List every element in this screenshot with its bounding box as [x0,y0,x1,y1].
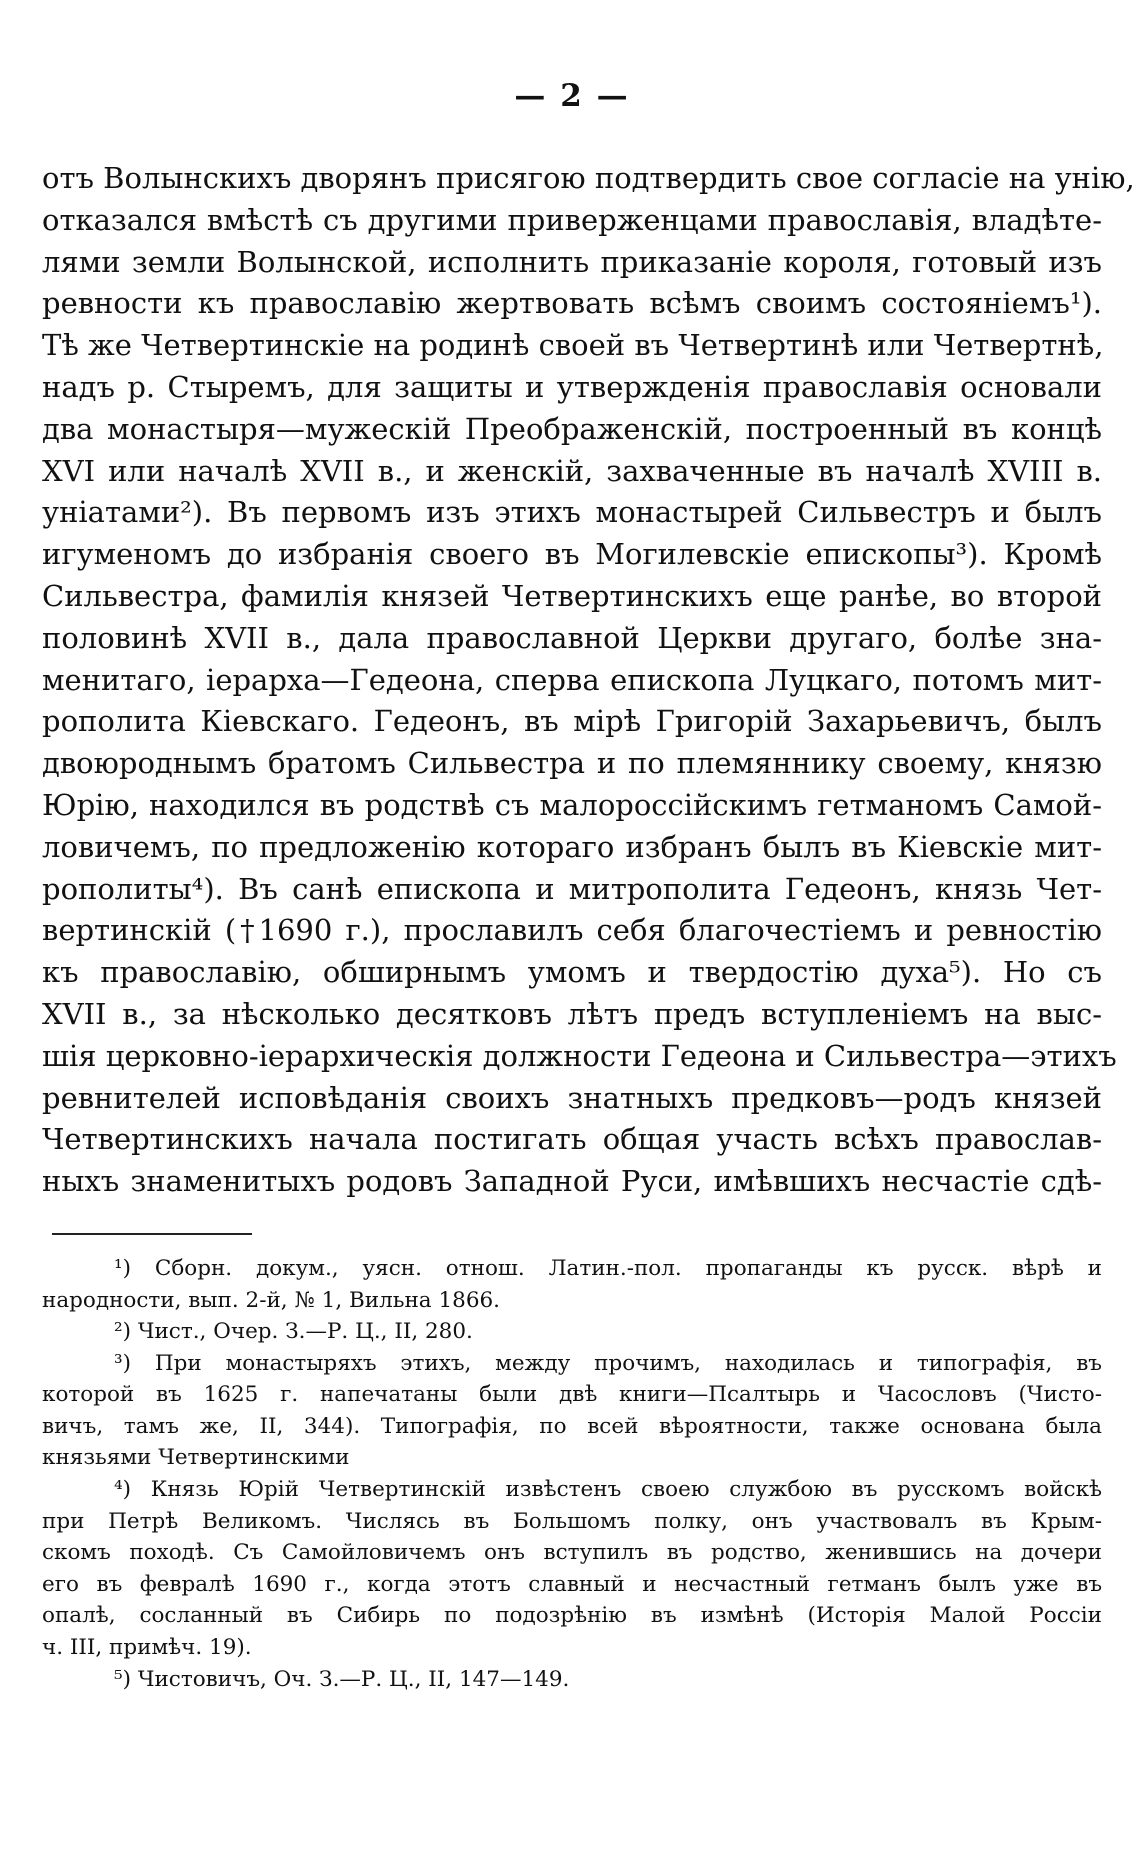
footnote-line: его въ февралѣ 1690 г., когда этотъ славный и несчастный гетманъ былъ уже въ [42,1571,1102,1597]
text-line: игуменомъ до избранія своего въ Могилевскіе епископы³). Кромѣ [42,537,1102,572]
text-line: ныхъ знаменитыхъ родовъ Западной Руси, имѣвшихъ несчастіе сдѣ- [42,1164,1102,1199]
text-line: менитаго, іерарха—Гедеона, сперва епископа Луцкаго, потомъ мит- [42,662,1102,697]
footnote-line: князьями Четвертинскими [42,1445,350,1471]
text-line: отъ Волынскихъ дворянъ присягою подтвердить свое согласіе на унію, [42,161,1135,195]
main-body-text [42,158,1135,1203]
text-line: ревнителей исповѣданія своихъ знатныхъ предковъ—родъ князей [42,1080,1102,1115]
page-number: — 2 — [514,78,630,114]
text-line: отказался вмѣстѣ съ другими приверженцами православія, владѣте- [42,202,1102,237]
text-line: два монастыря—мужескій Преображенскій, построенный въ концѣ [42,411,1102,446]
text-line: половинѣ XVII в., дала православной Церкви другаго, болѣе зна- [42,620,1102,655]
text-line: Сильвестра, фамилія князей Четвертинскихъ еще ранѣе, во второй [42,578,1102,613]
footnote-line: ²) Чист., Очер. З.—Р. Ц., II, 280. [114,1319,473,1345]
footnote-line: вичъ, тамъ же, II, 344). Типографія, по всей вѣроятности, также основана была [42,1413,1102,1439]
footnote-line: ¹) Сборн. докум., уясн. отнош. Латин.-пол. пропаганды къ русск. вѣрѣ и [114,1255,1102,1281]
text-line: двоюроднымъ братомъ Сильвестра и по племяннику своему, князю [42,746,1102,781]
footnote-line: ⁴) Князь Юрій Четвертинскій извѣстенъ своею службою въ русскомъ войскѣ [114,1477,1102,1503]
text-line: лями земли Волынской, исполнить приказаніе короля, готовый изъ [42,244,1102,279]
text-line: уніатами²). Въ первомъ изъ этихъ монастырей Сильвестръ и былъ [42,495,1102,530]
footnote-line: ч. III, примѣч. 19). [42,1635,252,1661]
text-line: надъ р. Стыремъ, для защиты и утвержденія православія основали [42,369,1102,404]
footnote-line: скомъ походѣ. Съ Самойловичемъ онъ вступилъ въ родство, женившись на дочери [42,1540,1102,1566]
footnote-line: которой въ 1625 г. напечатаны были двѣ книги—Псалтырь и Часословъ (Чисто- [42,1382,1102,1408]
text-line: рополиты⁴). Въ санѣ епископа и митрополита Гедеонъ, князь Чет- [42,871,1102,906]
text-line: шія церковно-іерархическія должности Гедеона и Сильвестра—этихъ [42,1038,1117,1073]
footnote-line: народности, вып. 2-й, № 1, Вильна 1866. [42,1287,501,1313]
text-line: рополита Кіевскаго. Гедеонъ, въ мірѣ Григорій Захарьевичъ, былъ [42,704,1102,739]
text-line: ловичемъ, по предложенію котораго избранъ былъ въ Кіевскіе мит- [42,829,1102,864]
text-line: къ православію, обширнымъ умомъ и твердостію духа⁵). Но съ [42,955,1102,990]
footnotes [42,1253,1102,1695]
text-line: Четвертинскихъ начала постигать общая участь всѣхъ православ- [42,1122,1102,1157]
footnote-line: ³) При монастыряхъ этихъ, между прочимъ, находилась и типографія, въ [114,1350,1102,1376]
text-line: Юрію, находился въ родствѣ съ малороссійскимъ гетманомъ Самой- [42,787,1102,822]
footnote-line: ⁵) Чистовичъ, Оч. З.—Р. Ц., II, 147—149. [114,1666,570,1692]
footnote-line: при Петрѣ Великомъ. Числясь въ Большомъ полку, онъ участвовалъ въ Крым- [42,1508,1102,1534]
footnote-line: опалѣ, сосланный въ Сибирь по подозрѣнію въ измѣнѣ (Исторія Малой Россіи [42,1603,1102,1629]
text-line: ревности къ православію жертвовать всѣмъ своимъ состояніемъ¹). [42,286,1102,321]
footnote-divider [52,1233,252,1235]
text-line: вертинскій (†1690 г.), прославилъ себя благочестіемъ и ревностію [42,913,1102,948]
text-line: XVII в., за нѣсколько десятковъ лѣтъ предъ вступленіемъ на выс- [42,996,1102,1031]
document-page [42,78,1135,1695]
text-line: XVI или началѣ XVII в., и женскій, захваченные въ началѣ XVIII в. [42,453,1102,488]
text-line: Тѣ же Четвертинскіе на родинѣ своей въ Четвертинѣ или Четвертнѣ, [42,328,1104,363]
